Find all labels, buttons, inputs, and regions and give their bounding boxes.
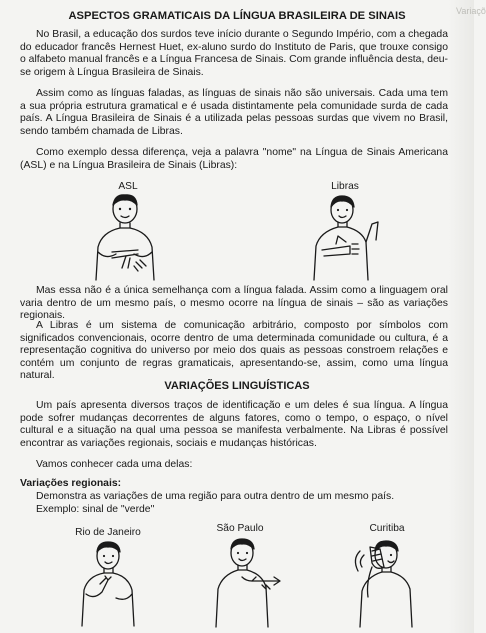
article-title: ASPECTOS GRAMATICAIS DA LÍNGUA BRASILEIRA DE SINAIS — [68, 10, 406, 22]
paragraph-3: Como exemplo dessa diferença, veja a palavra "nome" na Língua de Sinais Americana (ASL) e na Língua Brasileira de Sinais (Libras): — [20, 147, 448, 171]
asl-nome-sign-illustration — [82, 192, 168, 282]
paragraph-5: A Libras é um sistema de comunicação arbitrário, composto por símbolos com significados convencionais, ocorre dentro de uma determinada comunidade ou cultura, é a representação cognitiva do universo por meio dos quais as pessoas constroem relações e contém um conjunto de regras gramaticais, apresentando-se, assim, como uma língua natural. — [20, 320, 448, 382]
paragraph-2: Assim como as línguas faladas, as línguas de sinais não são universais. Cada uma tem a sua própria estrutura gramatical e é usada distintamente pela comunidade surda de cada país. A Língua Brasileira de Sinais é a utilizada pelas pessoas surdas que vivem no Brasil, sendo também chamada de Libras. — [20, 88, 448, 137]
libras-label: Libras — [331, 181, 359, 192]
paragraph-9: Exemplo: sinal de "verde" — [36, 504, 155, 515]
adjacent-page-text: Variaçõ — [456, 6, 486, 16]
asl-label: ASL — [118, 181, 138, 192]
rio-verde-sign-illustration — [72, 540, 148, 628]
paragraph-7: Vamos conhecer cada uma delas: — [36, 459, 193, 470]
curitiba-label: Curitiba — [369, 523, 405, 534]
sao-paulo-label: São Paulo — [216, 523, 264, 534]
libras-nome-sign-illustration — [302, 194, 388, 282]
sao-paulo-verde-sign-illustration — [208, 537, 292, 629]
paragraph-8: Demonstra as variações de uma região para outra dentro de um mesmo país. — [36, 491, 395, 502]
section-title: VARIAÇÕES LINGUÍSTICAS — [164, 380, 310, 392]
rio-label: Rio de Janeiro — [75, 527, 141, 538]
adjacent-page-edge — [448, 0, 486, 633]
curitiba-verde-sign-illustration — [346, 537, 426, 629]
paragraph-1: No Brasil, a educação dos surdos teve início durante o Segundo Império, com a chegada do educador francês Hernest Huet, ex-aluno surdo do Instituto de Paris, que trouxe consigo o alfabeto manual francês e a Língua Francesa de Sinais. Com grande influência desta, deu-se origem à Língua Brasileira de Sinais. — [20, 29, 449, 78]
paragraph-6: Um país apresenta diversos traços de identificação e um deles é sua língua. A língua pode sofrer mudanças decorrentes de alguns fatores, como o tempo, o espaço, o nível cultural e a situação na qual uma pessoa se manifesta verbalmente. Na Libras é possível encontrar as variações regionais, sociais e mudanças históricas. — [20, 400, 448, 449]
paragraph-4: Mas essa não é a única semelhança com a língua falada. Assim como a linguagem oral varia dentro de um mesmo país, o mesmo ocorre na língua de sinais – são as variações regionais. — [20, 285, 448, 322]
subheading-regional: Variações regionais: — [20, 478, 122, 489]
